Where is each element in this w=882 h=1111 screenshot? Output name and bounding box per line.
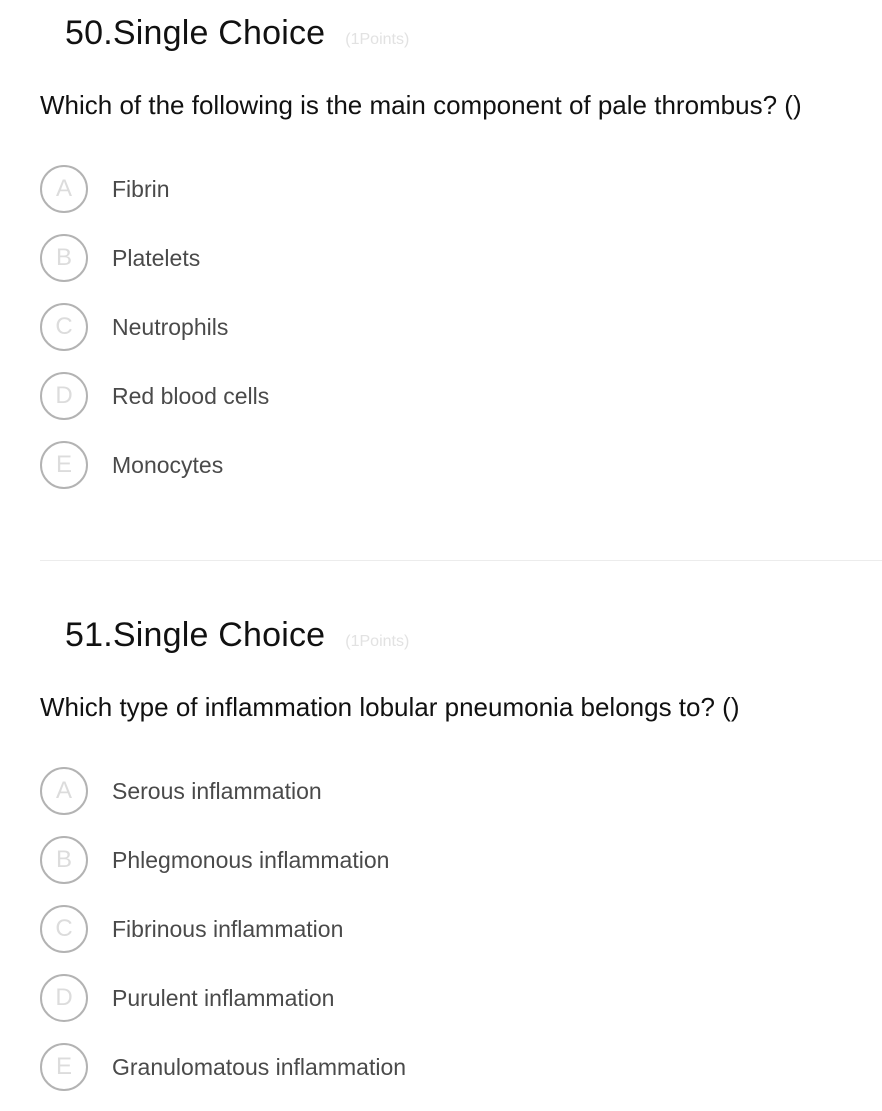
option-label[interactable]: Phlegmonous inflammation [112,846,390,873]
question-header [65,14,409,53]
question-divider [40,560,882,561]
options-list [40,766,406,1111]
option-a[interactable] [40,766,406,816]
radio-button-e[interactable]: E [40,1043,88,1091]
option-label[interactable]: Purulent inflammation [112,984,335,1011]
radio-button-d[interactable]: D [40,372,88,420]
radio-button-b[interactable]: B [40,836,88,884]
option-e[interactable] [40,440,269,490]
option-label[interactable]: Monocytes [112,451,224,478]
question-text: Which of the following is the main component of pale thrombus? () [40,90,802,120]
question-text: Which type of inflammation lobular pneumonia belongs to? () [40,692,740,722]
option-a[interactable] [40,164,269,214]
option-b[interactable] [40,233,269,283]
radio-button-a[interactable]: A [40,767,88,815]
option-c[interactable] [40,302,269,352]
option-d[interactable] [40,371,269,421]
question-title: 51.Single Choice [65,616,326,654]
option-d[interactable] [40,973,406,1023]
option-c[interactable] [40,904,406,954]
option-label[interactable]: Red blood cells [112,382,270,409]
question-title: 50.Single Choice [65,14,326,52]
radio-button-c[interactable]: C [40,303,88,351]
radio-button-c[interactable]: C [40,905,88,953]
question-header [65,616,409,655]
option-label[interactable]: Fibrinous inflammation [112,915,344,942]
option-label[interactable]: Platelets [112,244,201,271]
option-label[interactable]: Fibrin [112,175,170,202]
option-e[interactable] [40,1042,406,1092]
options-list [40,164,269,509]
option-label[interactable]: Granulomatous inflammation [112,1053,407,1080]
option-label[interactable]: Neutrophils [112,313,229,340]
question-points: (1Points) [345,633,410,650]
option-b[interactable] [40,835,406,885]
option-label[interactable]: Serous inflammation [112,777,322,804]
radio-button-d[interactable]: D [40,974,88,1022]
question-points: (1Points) [345,31,410,48]
radio-button-b[interactable]: B [40,234,88,282]
radio-button-a[interactable]: A [40,165,88,213]
radio-button-e[interactable]: E [40,441,88,489]
